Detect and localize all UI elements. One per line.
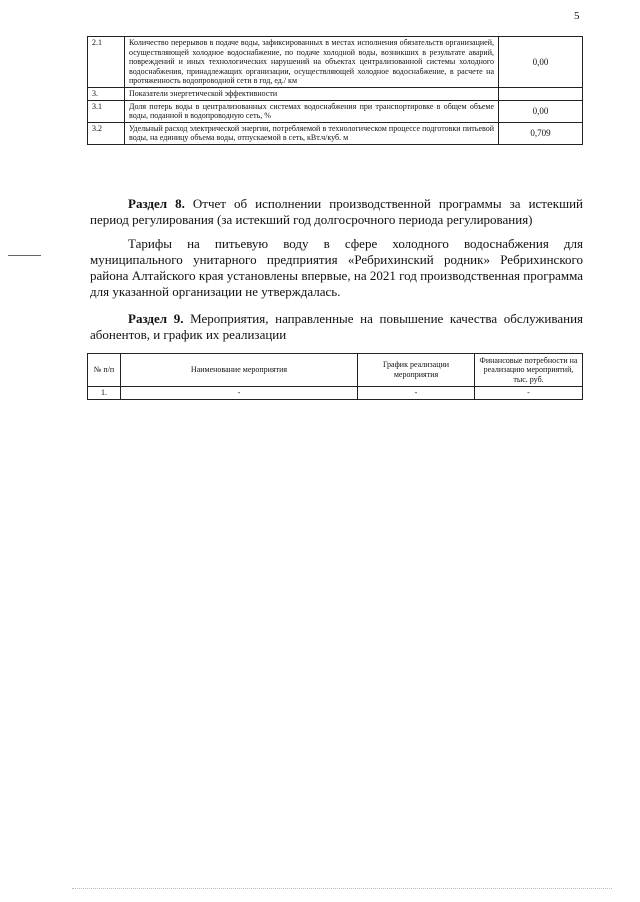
page-number: 5 — [574, 10, 580, 22]
section8-title: Отчет об исполнении производственной программы за истекший период регулирования (за истекший год долгосрочного периода регулирования) — [90, 196, 583, 227]
indicator-text: Показатели энергетической эффективности — [125, 87, 499, 100]
margin-mark — [8, 255, 41, 256]
section9-title: Мероприятия, направленные на повышение качества обслуживания абонентов, и график их реализации — [90, 311, 583, 342]
section8-heading — [90, 196, 583, 228]
indicator-row — [88, 100, 583, 122]
section9-label: Раздел 9. — [128, 311, 184, 326]
activities-header-row — [88, 354, 583, 387]
indicator-row — [88, 37, 583, 88]
indicator-num: 3.1 — [88, 100, 125, 122]
activities-row — [88, 387, 583, 400]
indicator-value: 0,709 — [499, 122, 583, 144]
section8-label: Раздел 8. — [128, 196, 185, 211]
section9-heading — [90, 311, 583, 343]
activities-cell: - — [121, 387, 358, 400]
activities-cell: - — [475, 387, 583, 400]
indicator-row — [88, 87, 583, 100]
indicators-table — [87, 36, 583, 145]
indicator-num: 2.1 — [88, 37, 125, 88]
activities-header-cell: График реализации мероприятия — [358, 354, 475, 387]
section8-body-text: Тарифы на питьевую воду в сфере холодного водоснабжения для муниципального унитарного предприятия «Ребрихинский родник» Ребрихинского района Алтайского края установлены впервые, на 2021 год производственная программа для указанной организации не утверждалась. — [90, 236, 583, 299]
indicator-text: Доля потерь воды в централизованных системах водоснабжения при транспортировке в общем объеме воды, поданной в водопроводную сеть, % — [125, 100, 499, 122]
indicator-value: 0,00 — [499, 100, 583, 122]
activities-cell: 1. — [88, 387, 121, 400]
activities-header-cell: Наименование мероприятия — [121, 354, 358, 387]
section8-body — [90, 236, 583, 300]
activities-header-cell: № п/п — [88, 354, 121, 387]
indicator-row — [88, 122, 583, 144]
activities-cell: - — [358, 387, 475, 400]
indicator-text: Удельный расход электрической энергии, потребляемой в технологическом процессе подготовки питьевой воды, на единицу объема воды, отпускаемой в сеть, кВт.ч/куб. м — [125, 122, 499, 144]
activities-table — [87, 353, 583, 400]
activities-header-cell: Финансовые потребности на реализацию мероприятий, тыс. руб. — [475, 354, 583, 387]
indicator-num: 3.2 — [88, 122, 125, 144]
bottom-scan-line — [72, 888, 612, 889]
indicator-num: 3. — [88, 87, 125, 100]
indicator-text: Количество перерывов в подаче воды, зафиксированных в местах исполнения обязательств организацией, осуществляющей холодное водоснабжение, по подаче холодной воды, возникших в результате аварий, повреждений и иных технологических нарушений на объектах централизованной системы холодного водоснабжения, принадлежащих организации, осуществляющей холодное водоснабжение, в расчете на протяженность водопроводной сети в год, ед./ км — [125, 37, 499, 88]
indicator-value — [499, 87, 583, 100]
indicator-value: 0,00 — [499, 37, 583, 88]
